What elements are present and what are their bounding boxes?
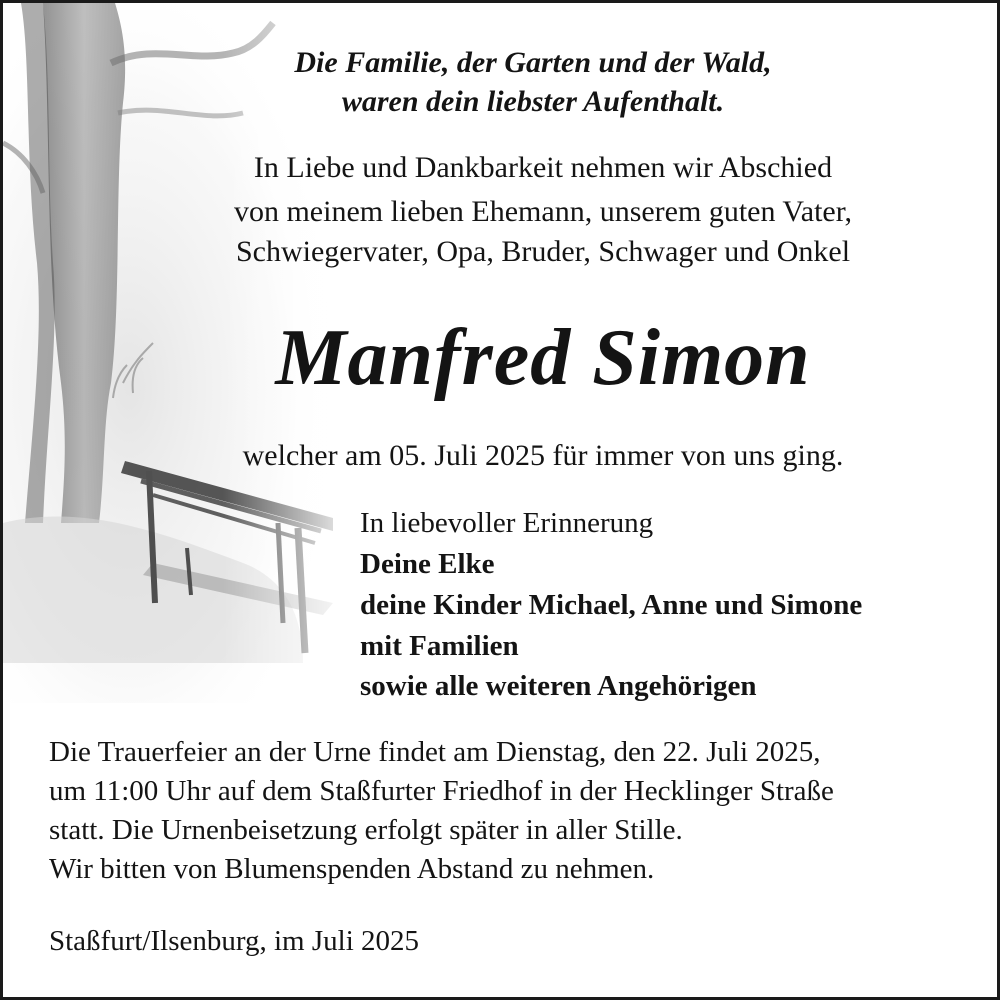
ceremony-line: Wir bitten von Blumenspenden Abstand zu nehmen.: [49, 853, 655, 885]
ceremony-line: statt. Die Urnenbeisetzung erfolgt später in aller Stille.: [49, 814, 683, 846]
intro-line: Schwiegervater, Opa, Bruder, Schwager und Onkel: [235, 235, 851, 268]
motto-line: Die Familie, der Garten und der Wald,: [294, 46, 772, 79]
ceremony-line: Die Trauerfeier an der Urne findet am Dienstag, den 22. Juli 2025,: [49, 736, 821, 768]
mourner-line: Deine Elke: [360, 548, 495, 580]
mourner-line: sowie alle weiteren Angehörigen: [360, 670, 757, 702]
mourner-line: mit Familien: [360, 630, 519, 662]
intro-line: von meinem lieben Ehemann, unserem guten Vater,: [233, 195, 853, 228]
death-date-line: welcher am 05. Juli 2025 für immer von uns ging.: [242, 439, 844, 472]
motto-line: waren dein liebster Aufenthalt.: [341, 85, 725, 118]
mourners-intro: In liebevoller Erinnerung: [360, 507, 654, 539]
ceremony-line: um 11:00 Uhr auf dem Staßfurter Friedhof in der Hecklinger Straße: [49, 775, 834, 807]
mourner-line: deine Kinder Michael, Anne und Simone: [360, 589, 863, 621]
deceased-name: Manfred Simon: [275, 314, 811, 402]
place-and-date: Staßfurt/Ilsenburg, im Juli 2025: [49, 925, 420, 957]
intro-line: In Liebe und Dankbarkeit nehmen wir Abschied: [253, 151, 833, 184]
